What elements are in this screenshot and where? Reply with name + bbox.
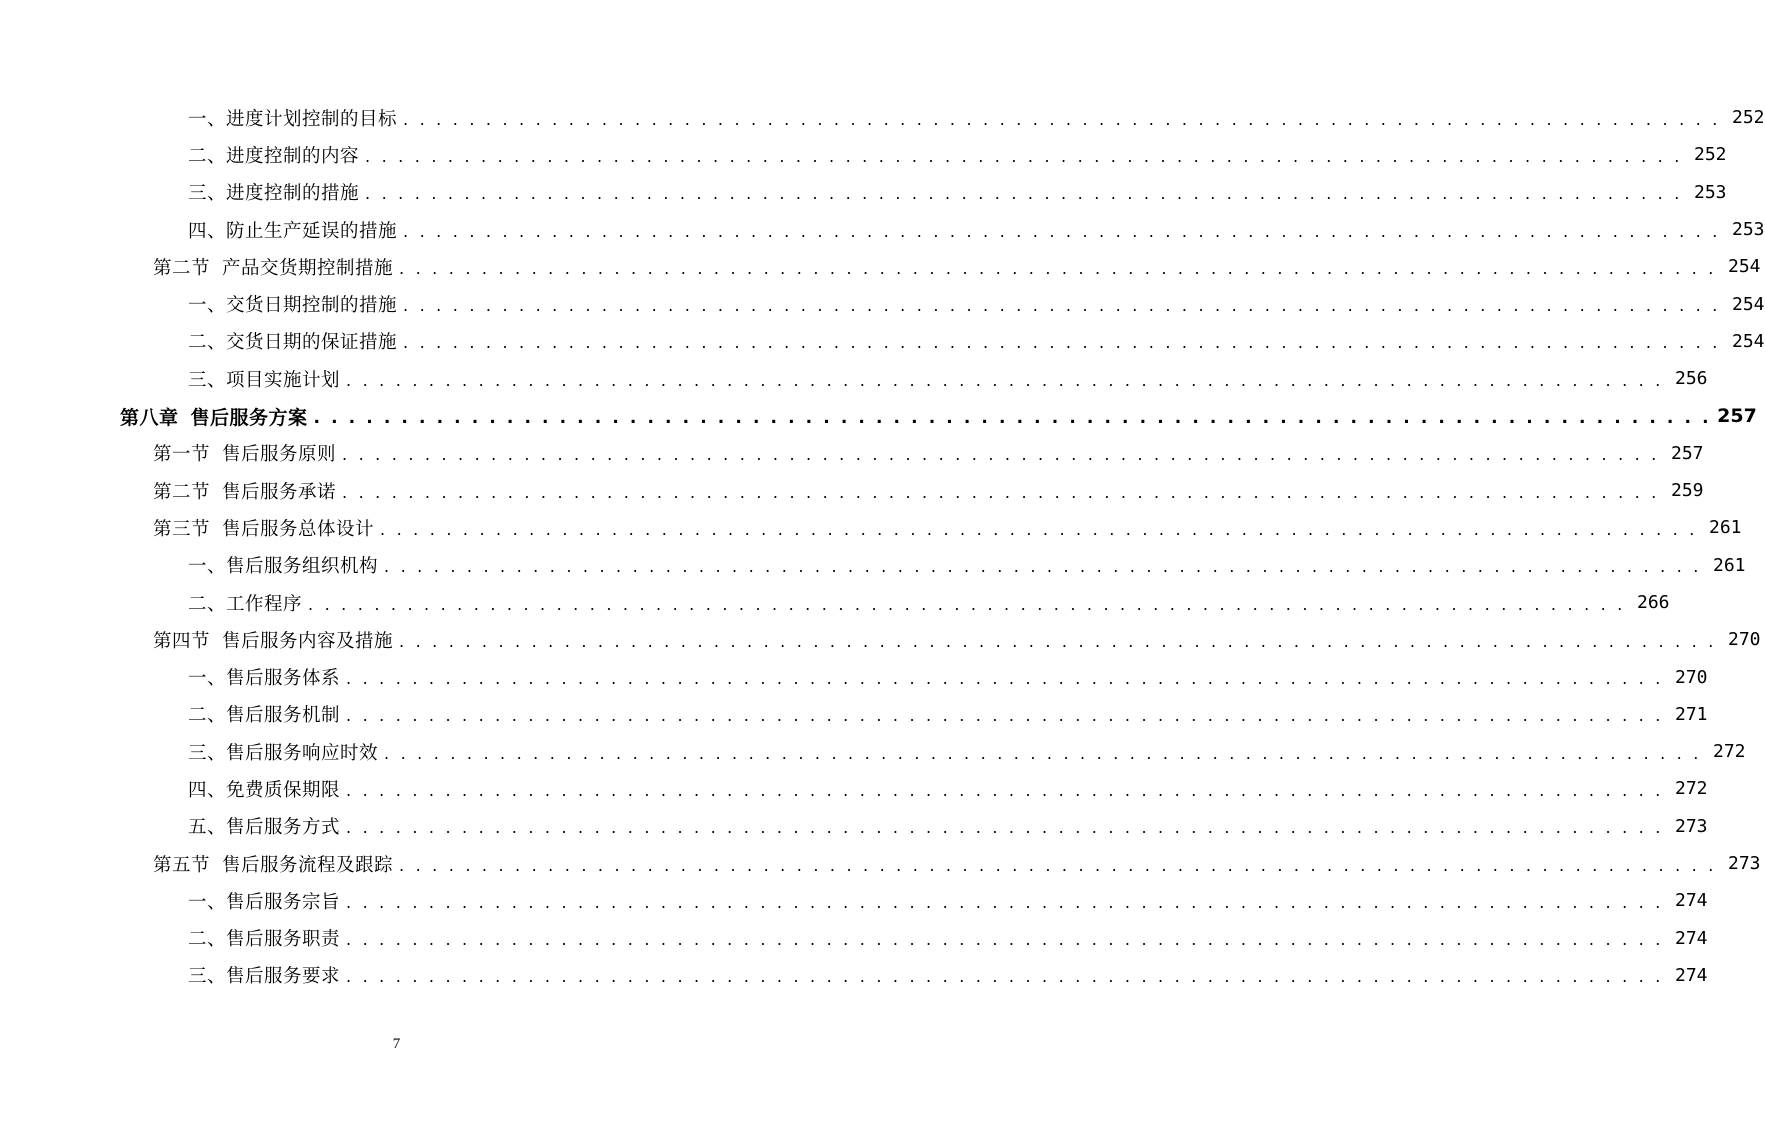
dot-leader: . . . . . . . . . . . . . . . . . . . . . . . . . . . . . . . . . . . . . . . . . . . . . . . . . . . . . . . . . . . . . . . . . . . . . . . . . . . . . . . . [399, 855, 1717, 875]
dot-leader: . . . . . . . . . . . . . . . . . . . . . . . . . . . . . . . . . . . . . . . . . . . . . . . . . . . . . . . . . . . . . . . . . . . . . . . . . . . . . . . . [365, 184, 1683, 204]
toc-entry-title [153, 851, 393, 877]
toc-entry-title [188, 366, 340, 392]
toc-entry-text: 售后服务宗旨 [226, 891, 341, 913]
toc-entry-item[interactable] [0, 584, 1670, 621]
dot-leader: . . . . . . . . . . . . . . . . . . . . . . . . . . . . . . . . . . . . . . . . . . . . . . . . . . . . . . . . . . . . . . . . . . . . . . . . . . . . . . . . [399, 258, 1717, 278]
toc-entry-number: 第四节 [153, 630, 211, 652]
toc-entry-item[interactable] [0, 174, 1727, 211]
dot-leader: . . . . . . . . . . . . . . . . . . . . . . . . . . . . . . . . . . . . . . . . . . . . . . . . . . . . . . . . . . . . . . . . . . . . . . . . . . . . . . . . [342, 445, 1660, 465]
toc-entry-page: 261 [1708, 517, 1742, 539]
dot-leader: . . . . . . . . . . . . . . . . . . . . . . . . . . . . . . . . . . . . . . . . . . . . . . . . . . . . . . . . . . . . . . . . . . . . . . . . . . . . . . . . [313, 407, 1712, 428]
toc-entry-title [188, 217, 397, 243]
toc-entry-number: 二、 [188, 705, 227, 727]
toc-entry-chapter[interactable] [0, 397, 1757, 434]
toc-entry-title [153, 627, 393, 653]
dot-leader: . . . . . . . . . . . . . . . . . . . . . . . . . . . . . . . . . . . . . . . . . . . . . . . . . . . . . . . . . . . . . . . . . . . . . . . . . . . . . . . . [346, 669, 1664, 689]
dot-leader: . . . . . . . . . . . . . . . . . . . . . . . . . . . . . . . . . . . . . . . . . . . . . . . . . . . . . . . . . . . . . . . . . . . . . . . . . . . . . . . . [346, 892, 1664, 912]
toc-entry-item[interactable] [0, 323, 1765, 360]
toc-entry-section[interactable] [0, 472, 1704, 509]
dot-leader: . . . . . . . . . . . . . . . . . . . . . . . . . . . . . . . . . . . . . . . . . . . . . . . . . . . . . . . . . . . . . . . . . . . . . . . . . . . . . . . . [403, 296, 1721, 316]
toc-entry-title [188, 179, 359, 205]
toc-entry-number: 三、 [188, 742, 227, 764]
toc-entry-text: 免费质保期限 [226, 779, 341, 801]
toc-entry-text: 售后服务方式 [226, 817, 341, 839]
toc-entry-number: 四、 [188, 220, 227, 242]
toc-entry-text: 防止生产延误的措施 [226, 220, 398, 242]
toc-entry-title [188, 664, 340, 690]
toc-entry-title [188, 328, 397, 354]
toc-entry-page: 261 [1712, 554, 1746, 576]
toc-entry-page: 257 [1717, 405, 1757, 428]
toc-entry-number: 三、 [188, 966, 227, 988]
dot-leader: . . . . . . . . . . . . . . . . . . . . . . . . . . . . . . . . . . . . . . . . . . . . . . . . . . . . . . . . . . . . . . . . . . . . . . . . . . . . . . . . [365, 146, 1683, 166]
toc-entry-title [188, 291, 397, 317]
toc-entry-text: 售后服务组织机构 [226, 556, 379, 578]
dot-leader: . . . . . . . . . . . . . . . . . . . . . . . . . . . . . . . . . . . . . . . . . . . . . . . . . . . . . . . . . . . . . . . . . . . . . . . . . . . . . . . . [380, 519, 1698, 539]
dot-leader: . . . . . . . . . . . . . . . . . . . . . . . . . . . . . . . . . . . . . . . . . . . . . . . . . . . . . . . . . . . . . . . . . . . . . . . . . . . . . . . . [399, 631, 1717, 651]
toc-entry-number: 二、 [188, 929, 227, 951]
toc-entry-title [188, 813, 340, 839]
dot-leader: . . . . . . . . . . . . . . . . . . . . . . . . . . . . . . . . . . . . . . . . . . . . . . . . . . . . . . . . . . . . . . . . . . . . . . . . . . . . . . . . [346, 780, 1664, 800]
toc-entry-number: 第五节 [153, 854, 211, 876]
toc-entry-title [188, 590, 302, 616]
toc-entry-number: 第一节 [153, 444, 211, 466]
toc-entry-number: 第八章 [120, 406, 179, 429]
toc-entry-item[interactable] [0, 136, 1727, 173]
toc-entry-title [188, 552, 378, 578]
dot-leader: . . . . . . . . . . . . . . . . . . . . . . . . . . . . . . . . . . . . . . . . . . . . . . . . . . . . . . . . . . . . . . . . . . . . . . . . . . . . . . . . [346, 967, 1664, 987]
toc-entry-number: 第三节 [153, 518, 211, 540]
dot-leader: . . . . . . . . . . . . . . . . . . . . . . . . . . . . . . . . . . . . . . . . . . . . . . . . . . . . . . . . . . . . . . . . . . . . . . . . . . . . . . . . [403, 333, 1721, 353]
toc-entry-page: 270 [1727, 629, 1761, 651]
toc-entry-number: 二、 [188, 332, 227, 354]
toc-entry-page: 253 [1693, 181, 1727, 203]
toc-entry-page: 274 [1674, 890, 1708, 912]
toc-entry-page: 259 [1670, 480, 1704, 502]
toc-entry-title [188, 739, 378, 765]
toc-entry-number: 第二节 [153, 481, 211, 503]
toc-entry-item[interactable] [0, 658, 1708, 695]
toc-entry-item[interactable] [0, 920, 1708, 957]
toc-entry-text: 产品交货期控制措施 [222, 257, 394, 279]
toc-entry-text: 交货日期的保证措施 [226, 332, 398, 354]
toc-entry-number: 一、 [188, 295, 227, 317]
toc-entry-page: 253 [1731, 219, 1765, 241]
toc-entry-item[interactable] [0, 882, 1708, 919]
toc-entry-text: 交货日期控制的措施 [226, 295, 398, 317]
toc-entry-title [188, 888, 340, 914]
toc-entry-text: 售后服务体系 [226, 668, 341, 690]
toc-entry-text: 进度控制的措施 [226, 183, 360, 205]
toc-entry-page: 252 [1731, 107, 1765, 129]
toc-entry-title [153, 478, 336, 504]
toc-entry-page: 254 [1731, 293, 1765, 315]
toc-entry-page: 256 [1674, 368, 1708, 390]
toc-entry-title [188, 962, 340, 988]
toc-entry-page: 252 [1693, 144, 1727, 166]
toc-entry-item[interactable] [0, 360, 1708, 397]
toc-entry-text: 进度控制的内容 [226, 145, 360, 167]
toc-entry-page: 273 [1674, 815, 1708, 837]
dot-leader: . . . . . . . . . . . . . . . . . . . . . . . . . . . . . . . . . . . . . . . . . . . . . . . . . . . . . . . . . . . . . . . . . . . . . . . . . . . . . . . . [384, 743, 1702, 763]
toc-entry-item[interactable] [0, 957, 1708, 994]
toc-entry-number: 四、 [188, 779, 227, 801]
toc-entry-page: 254 [1731, 330, 1765, 352]
toc-entry-title [188, 701, 340, 727]
toc-entry-section[interactable] [0, 509, 1742, 546]
toc-entry-page: 272 [1712, 741, 1746, 763]
dot-leader: . . . . . . . . . . . . . . . . . . . . . . . . . . . . . . . . . . . . . . . . . . . . . . . . . . . . . . . . . . . . . . . . . . . . . . . . . . . . . . . . [346, 818, 1664, 838]
toc-entry-text: 售后服务原则 [222, 444, 337, 466]
toc-entry-title [153, 515, 374, 541]
toc-entry-section[interactable] [0, 248, 1761, 285]
table-of-contents [0, 99, 1765, 994]
toc-entry-title [188, 105, 397, 131]
toc-entry-text: 售后服务要求 [226, 966, 341, 988]
toc-entry-title [153, 440, 336, 466]
toc-entry-title [120, 403, 308, 430]
toc-entry-page: 254 [1727, 256, 1761, 278]
toc-entry-text: 售后服务方案 [190, 406, 308, 429]
toc-entry-number: 一、 [188, 556, 227, 578]
toc-entry-number: 二、 [188, 593, 227, 615]
toc-entry-section[interactable] [0, 845, 1761, 882]
toc-entry-text: 售后服务内容及措施 [222, 630, 394, 652]
dot-leader: . . . . . . . . . . . . . . . . . . . . . . . . . . . . . . . . . . . . . . . . . . . . . . . . . . . . . . . . . . . . . . . . . . . . . . . . . . . . . . . . [403, 221, 1721, 241]
toc-entry-text: 进度计划控制的目标 [226, 108, 398, 130]
toc-entry-number: 五、 [188, 817, 227, 839]
toc-entry-page: 266 [1636, 592, 1670, 613]
toc-entry-number: 二、 [188, 145, 227, 167]
toc-entry-page: 274 [1674, 964, 1708, 986]
toc-entry-item[interactable] [0, 733, 1746, 770]
dot-leader: . . . . . . . . . . . . . . . . . . . . . . . . . . . . . . . . . . . . . . . . . . . . . . . . . . . . . . . . . . . . . . . . . . . . . . . . . . . . . . . . [346, 706, 1664, 726]
toc-entry-text: 项目实施计划 [226, 369, 341, 391]
dot-leader: . . . . . . . . . . . . . . . . . . . . . . . . . . . . . . . . . . . . . . . . . . . . . . . . . . . . . . . . . . . . . . . . . . . . . . . . . . . . . . . . [384, 557, 1702, 577]
toc-entry-item[interactable] [0, 547, 1746, 584]
toc-entry-text: 售后服务职责 [226, 929, 341, 951]
toc-entry-page: 270 [1674, 666, 1708, 688]
toc-entry-title [153, 254, 393, 280]
dot-leader: . . . . . . . . . . . . . . . . . . . . . . . . . . . . . . . . . . . . . . . . . . . . . . . . . . . . . . . . . . . . . . . . . . . . . . . . . . . . . . . . [346, 930, 1664, 950]
toc-entry-page: 272 [1674, 778, 1708, 800]
dot-leader: . . . . . . . . . . . . . . . . . . . . . . . . . . . . . . . . . . . . . . . . . . . . . . . . . . . . . . . . . . . . . . . . . . . . . . . . . . . . . . . . [342, 482, 1660, 502]
toc-entry-item[interactable] [0, 770, 1708, 807]
toc-entry-number: 三、 [188, 369, 227, 391]
toc-entry-page: 274 [1674, 927, 1708, 949]
toc-entry-number: 第二节 [153, 257, 211, 279]
page-number: 7 [392, 1036, 401, 1052]
toc-entry-item[interactable] [0, 99, 1765, 136]
toc-entry-section[interactable] [0, 621, 1761, 658]
toc-entry-text: 售后服务总体设计 [222, 518, 375, 540]
toc-entry-item[interactable] [0, 808, 1708, 845]
dot-leader: . . . . . . . . . . . . . . . . . . . . . . . . . . . . . . . . . . . . . . . . . . . . . . . . . . . . . . . . . . . . . . . . . . . . . . . . . . . . . . . . [403, 109, 1721, 129]
toc-entry-number: 一、 [188, 108, 227, 130]
toc-entry-number: 三、 [188, 183, 227, 205]
toc-entry-number: 一、 [188, 668, 227, 690]
toc-entry-text: 售后服务承诺 [222, 481, 337, 503]
toc-entry-page: 273 [1727, 853, 1761, 875]
toc-entry-item[interactable] [0, 285, 1765, 322]
toc-entry-text: 售后服务响应时效 [226, 742, 379, 764]
toc-entry-title [188, 925, 340, 951]
toc-entry-text: 工作程序 [226, 593, 303, 615]
toc-entry-title [188, 776, 340, 802]
toc-entry-section[interactable] [0, 435, 1704, 472]
toc-entry-item[interactable] [0, 211, 1765, 248]
dot-leader: . . . . . . . . . . . . . . . . . . . . . . . . . . . . . . . . . . . . . . . . . . . . . . . . . . . . . . . . . . . . . . . . . . . . . . . . . . . . . . . . [308, 594, 1626, 614]
toc-entry-item[interactable] [0, 696, 1708, 733]
toc-entry-page: 257 [1670, 442, 1704, 464]
toc-entry-text: 售后服务流程及跟踪 [222, 854, 394, 876]
toc-entry-title [188, 142, 359, 168]
toc-entry-text: 售后服务机制 [226, 705, 341, 727]
toc-entry-page: 271 [1674, 703, 1708, 725]
dot-leader: . . . . . . . . . . . . . . . . . . . . . . . . . . . . . . . . . . . . . . . . . . . . . . . . . . . . . . . . . . . . . . . . . . . . . . . . . . . . . . . . [346, 370, 1664, 390]
toc-entry-number: 一、 [188, 891, 227, 913]
